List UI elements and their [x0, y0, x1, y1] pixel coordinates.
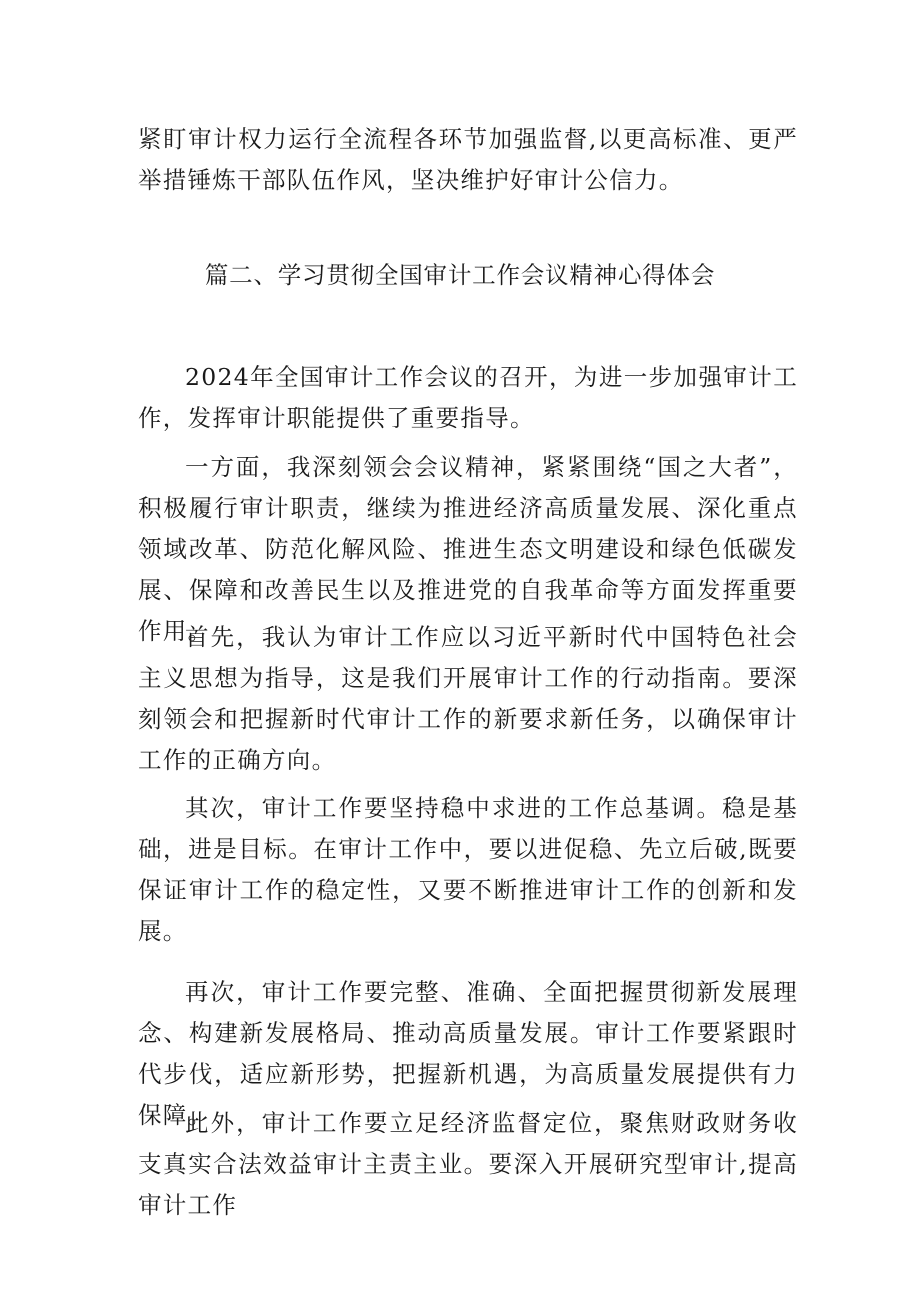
continuation-paragraph: 紧盯审计权力运行全流程各环节加强监督,以更高标准、更严举措锤炼干部队伍作风，坚决维护好审计公信力。: [138, 125, 798, 194]
section-title: 篇二、学习贯彻全国审计工作会议精神心得体会: [204, 261, 716, 289]
body-paragraph: 一方面，我深刻领会会议精神，紧紧围绕“国之大者”，积极履行审计职责，继续为推进经济高质量发展、深化重点领域改革、防范化解风险、推进生态文明建设和绿色低碳发展、保障和改善民生以及推进党的自我革命等方面发挥重要作用。: [138, 453, 798, 645]
body-paragraph: 再次，审计工作要完整、准确、全面把握贯彻新发展理念、构建新发展格局、推动高质量发展。审计工作要紧跟时代步伐，适应新形势，把握新机遇，为高质量发展提供有力保障。: [138, 978, 798, 1129]
body-paragraph: 2024年全国审计工作会议的召开，为进一步加强审计工作，发挥审计职能提供了重要指导。: [138, 363, 798, 432]
body-paragraph: 首先，我认为审计工作应以习近平新时代中国特色社会主义思想为指导，这是我们开展审计工作的行动指南。要深刻领会和把握新时代审计工作的新要求新任务，以确保审计工作的正确方向。: [138, 623, 798, 774]
body-paragraph: 其次，审计工作要坚持稳中求进的工作总基调。稳是基础，进是目标。在审计工作中，要以进促稳、先立后破,既要保证审计工作的稳定性，又要不断推进审计工作的创新和发展。: [138, 794, 798, 945]
body-paragraph: 此外，审计工作要立足经济监督定位，聚焦财政财务收支真实合法效益审计主责主业。要深入开展研究型审计,提高审计工作: [138, 1109, 798, 1219]
